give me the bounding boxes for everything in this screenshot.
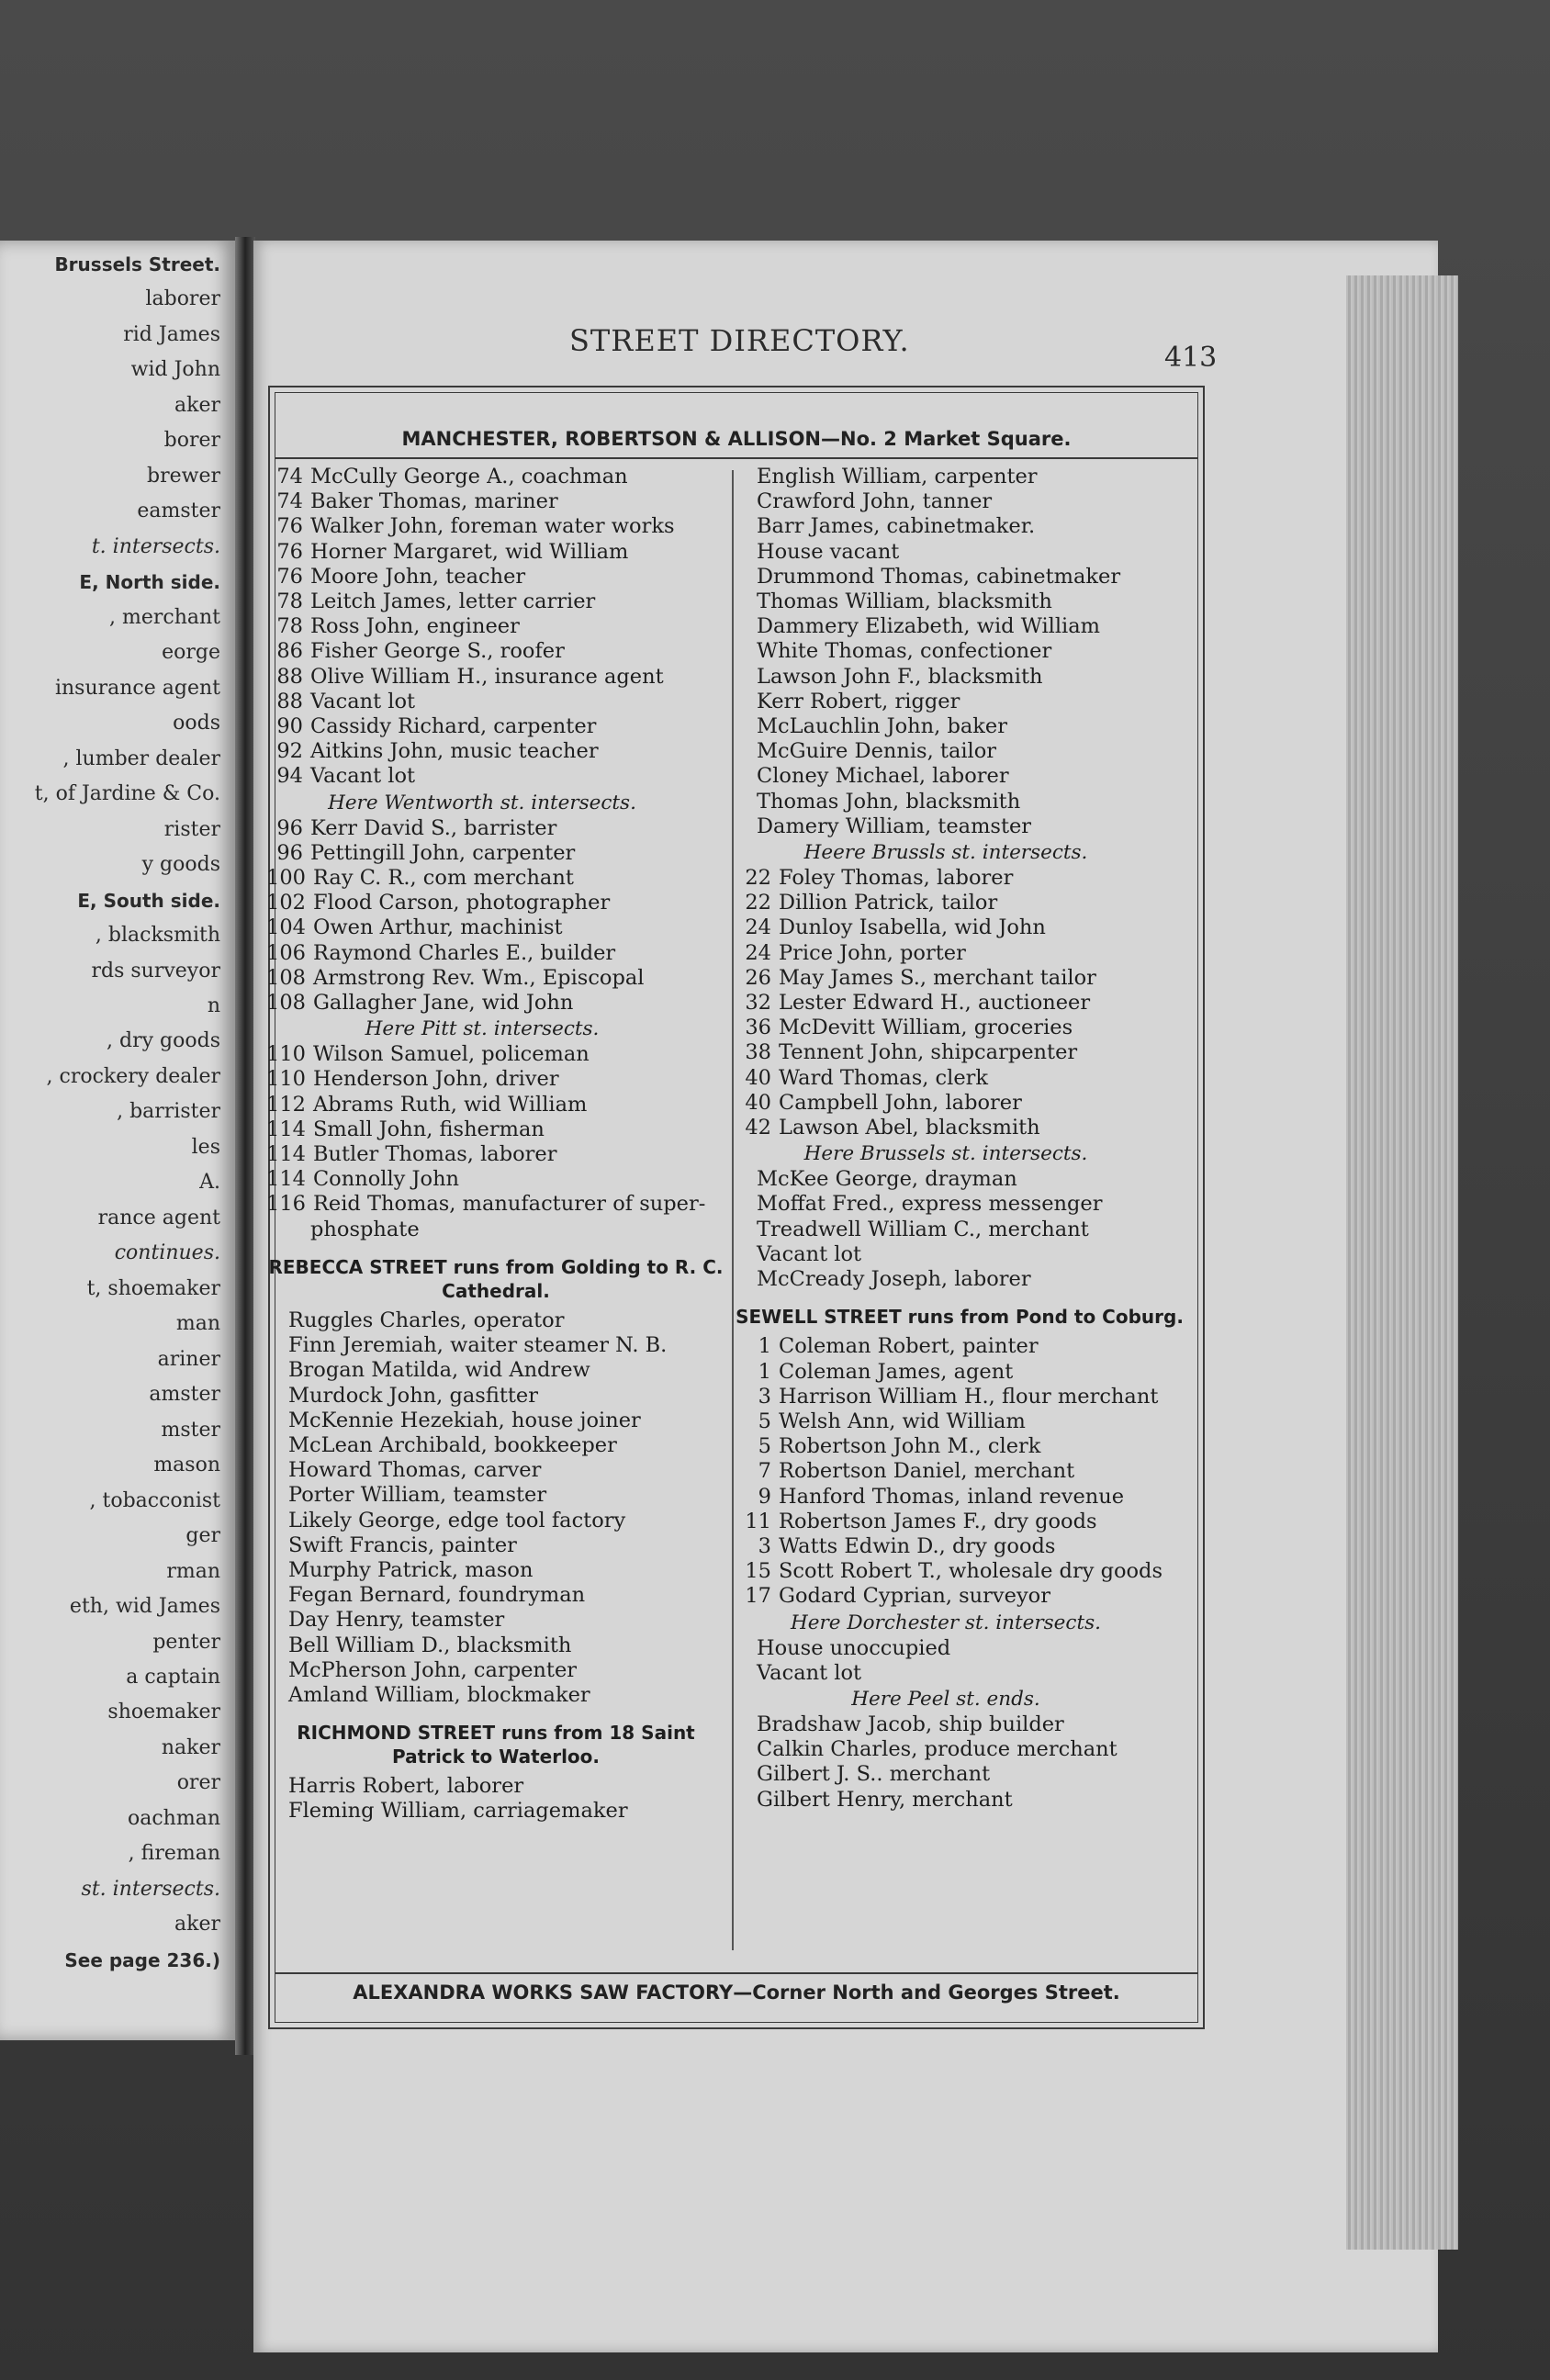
directory-entry: [266, 514, 725, 539]
resident-name-occupation: Godard Cyprian, surveyor: [779, 1584, 1050, 1609]
directory-entry: Murphy Patrick, mason: [288, 1557, 534, 1582]
directory-entry: Dammery Elizabeth, wid William: [757, 614, 1100, 639]
house-number: 114: [266, 1142, 306, 1167]
previous-page-text-fragment: amster: [149, 1383, 220, 1407]
resident-name-occupation: Abrams Ruth, wid William: [312, 1092, 588, 1117]
previous-page-text-fragment: borer: [163, 429, 220, 453]
intersection-note: Here Dorchester st. intersects.: [791, 1611, 1101, 1634]
resident-name-occupation: Scott Robert T., wholesale dry goods: [779, 1559, 1163, 1584]
previous-page-text-fragment: shoemaker: [107, 1701, 220, 1724]
previous-page-text-fragment: t, shoemaker: [86, 1276, 220, 1300]
resident-name-occupation: Gallagher Jane, wid John: [312, 991, 574, 1016]
directory-entry: Amland William, blockmaker: [288, 1682, 590, 1707]
previous-page-text-fragment: st. intersects.: [81, 1877, 220, 1901]
directory-entry: [266, 1142, 725, 1167]
previous-page-text-fragment: , dry goods: [107, 1029, 220, 1053]
house-number: 100: [266, 866, 306, 891]
directory-entry: [735, 1459, 1185, 1484]
house-number: 76: [276, 564, 303, 589]
resident-name-occupation: Ray C. R., com merchant: [312, 866, 574, 891]
resident-name-occupation: Price John, porter: [779, 940, 966, 965]
house-number: 17: [745, 1584, 771, 1609]
previous-page-text-fragment: See page 236.): [64, 1948, 220, 1971]
directory-entry: [266, 966, 725, 991]
house-number: 76: [276, 514, 303, 539]
previous-page-text-fragment: wid John: [130, 358, 220, 382]
directory-entry: [266, 639, 725, 664]
resident-name-occupation: Dillion Patrick, tailor: [779, 891, 998, 915]
house-number: 22: [745, 891, 771, 915]
directory-entry: Thomas John, blacksmith: [757, 789, 1021, 814]
directory-entry: McGuire Dennis, tailor: [757, 739, 997, 764]
directory-entry: [735, 1409, 1185, 1434]
directory-entry: Harris Robert, laborer: [288, 1774, 524, 1799]
house-number: 26: [745, 965, 771, 990]
directory-entry: [266, 991, 725, 1016]
resident-name-occupation: McCully George A., coachman: [310, 465, 628, 488]
previous-page-text-fragment: , lumber dealer: [62, 747, 220, 770]
directory-entry: [266, 764, 725, 789]
house-number: 86: [276, 639, 303, 664]
directory-entry: McKennie Hezekiah, house joiner: [288, 1408, 641, 1432]
resident-name-occupation: Reid Thomas, manufacturer of super-: [312, 1192, 706, 1217]
directory-entry: Treadwell William C., merchant: [757, 1217, 1089, 1241]
directory-entry: [735, 1040, 1185, 1065]
directory-entry: White Thomas, confectioner: [757, 639, 1052, 664]
directory-entry: Thomas William, blacksmith: [757, 589, 1052, 614]
directory-entry: [266, 1067, 725, 1092]
resident-name-occupation: Henderson John, driver: [312, 1067, 559, 1092]
directory-entry: [735, 966, 1185, 991]
house-number: 42: [745, 1116, 771, 1140]
previous-page-text-fragment: rds surveyor: [91, 959, 220, 982]
resident-name-occupation: Watts Edwin D., dry goods: [779, 1533, 1056, 1558]
house-number: 3: [758, 1384, 771, 1409]
house-number: 3: [758, 1533, 771, 1558]
directory-entry: [735, 991, 1185, 1016]
previous-page-text-fragment: mster: [161, 1418, 220, 1442]
ad-bottom-rule: [275, 1972, 1197, 1974]
previous-page-text-fragment: man: [175, 1312, 220, 1336]
directory-entry: [266, 1117, 725, 1142]
house-number: 78: [276, 614, 303, 639]
previous-page-text-fragment: rid James: [123, 322, 220, 346]
directory-entry: McLauchlin John, baker: [757, 714, 1007, 739]
house-number: 114: [266, 1117, 306, 1141]
house-number: 94: [276, 764, 303, 789]
directory-entry: Bradshaw Jacob, ship builder: [757, 1712, 1064, 1736]
directory-entry: [266, 941, 725, 966]
directory-entry: [735, 1559, 1185, 1584]
directory-entry: [266, 465, 725, 489]
directory-entry: [266, 540, 725, 565]
intersection-note: Heere Brussls st. intersects.: [803, 841, 1088, 865]
resident-name-occupation: Harrison William H., flour merchant: [779, 1384, 1159, 1409]
previous-page-text-fragment: aker: [174, 393, 220, 417]
previous-page-text-fragment: Brussels Street.: [54, 253, 220, 275]
resident-name-occupation: Robertson Daniel, merchant: [779, 1459, 1075, 1484]
house-number: 36: [745, 1016, 771, 1040]
directory-entry: [735, 891, 1185, 915]
directory-entry: Likely George, edge tool factory: [288, 1508, 626, 1532]
house-number: 104: [266, 915, 306, 940]
directory-entry: McPherson John, carpenter: [288, 1657, 578, 1682]
resident-name-occupation: Small John, fisherman: [312, 1117, 545, 1141]
house-number: 32: [745, 991, 771, 1016]
house-number: 110: [266, 1042, 306, 1067]
directory-entry: [735, 1584, 1185, 1609]
house-number: 9: [758, 1484, 771, 1509]
intersection-note: Here Wentworth st. intersects.: [328, 791, 636, 814]
house-number: 76: [276, 539, 303, 564]
directory-entry: Swift Francis, painter: [288, 1532, 517, 1557]
previous-page-text-fragment: les: [191, 1135, 220, 1159]
resident-name-occupation: Walker John, foreman water works: [310, 514, 675, 539]
directory-entry: House unoccupied: [757, 1635, 951, 1660]
previous-page-text-fragment: ger: [185, 1524, 220, 1548]
directory-entry: Gilbert J. S.. merchant: [757, 1762, 991, 1787]
resident-name-occupation: Olive William H., insurance agent: [310, 664, 664, 689]
previous-page-text-fragment: y goods: [141, 853, 220, 877]
house-number: 88: [276, 689, 303, 713]
street-heading: SEWELL STREET runs from Pond to Coburg.: [736, 1306, 1184, 1329]
directory-entry: [266, 1093, 725, 1117]
directory-entry: [735, 866, 1185, 891]
advertisement-bottom: ALEXANDRA WORKS SAW FACTORY—Corner North and Georges Street.: [353, 1981, 1120, 2004]
resident-name-occupation: Wilson Samuel, policeman: [312, 1042, 590, 1067]
directory-entry: Calkin Charles, produce merchant: [757, 1737, 1118, 1762]
resident-name-occupation: Owen Arthur, machinist: [312, 915, 563, 940]
previous-page-text-fragment: orer: [176, 1771, 220, 1795]
directory-entry: Kerr Robert, rigger: [757, 689, 960, 713]
resident-name-occupation: Horner Margaret, wid William: [310, 539, 629, 564]
house-number: 7: [758, 1459, 771, 1484]
directory-entry: Brogan Matilda, wid Andrew: [288, 1358, 590, 1383]
previous-page-text-fragment: ariner: [157, 1347, 220, 1371]
directory-entry: Gilbert Henry, merchant: [757, 1787, 1013, 1812]
house-number: 102: [266, 891, 306, 915]
house-number: 110: [266, 1067, 306, 1092]
directory-entry: [266, 565, 725, 589]
directory-entry: [266, 489, 725, 514]
directory-entry: Porter William, teamster: [288, 1483, 547, 1508]
resident-name-occupation: Robertson John M., clerk: [779, 1434, 1041, 1459]
previous-page-text-fragment: rman: [166, 1559, 220, 1583]
directory-entry: [266, 915, 725, 940]
intersection-note: Here Peel st. ends.: [851, 1687, 1040, 1711]
resident-name-occupation: Lawson Abel, blacksmith: [779, 1116, 1040, 1140]
previous-page-text-fragment: mason: [153, 1454, 220, 1477]
previous-page-text-fragment: naker: [161, 1735, 220, 1759]
directory-entry: Fegan Bernard, foundryman: [288, 1583, 586, 1608]
previous-page-text-fragment: A.: [199, 1171, 220, 1195]
running-head: STREET DIRECTORY.: [569, 323, 910, 358]
previous-page-text-fragment: oachman: [128, 1806, 220, 1830]
page-number: 413: [1164, 342, 1218, 374]
resident-name-occupation: Kerr David S., barrister: [310, 815, 557, 840]
resident-name-occupation: Campbell John, laborer: [779, 1090, 1022, 1115]
directory-entry: [735, 1534, 1185, 1559]
directory-entry: Cloney Michael, laborer: [757, 764, 1009, 789]
directory-entry: English William, carpenter: [757, 465, 1038, 488]
directory-entry: Finn Jeremiah, waiter steamer N. B.: [288, 1333, 668, 1358]
previous-page-text-fragment: insurance agent: [54, 676, 220, 700]
resident-name-occupation: Coleman Robert, painter: [779, 1334, 1039, 1359]
resident-name-occupation: Leitch James, letter carrier: [310, 589, 596, 614]
previous-page-text-fragment: , fireman: [128, 1842, 220, 1866]
resident-name-occupation: Ward Thomas, clerk: [779, 1065, 989, 1090]
house-number: 22: [745, 866, 771, 891]
previous-page-text-fragment: eth, wid James: [69, 1595, 220, 1619]
directory-entry: [266, 841, 725, 866]
resident-name-occupation: Fisher George S., roofer: [310, 639, 565, 664]
previous-page-text-fragment: , tobacconist: [89, 1488, 220, 1512]
directory-entry: McCready Joseph, laborer: [757, 1267, 1031, 1292]
directory-entry: Bell William D., blacksmith: [288, 1633, 572, 1657]
directory-entry: [266, 739, 725, 764]
resident-name-occupation: Ross John, engineer: [310, 614, 520, 639]
directory-entry: Damery William, teamster: [757, 814, 1032, 838]
previous-page-text-fragment: continues.: [114, 1241, 220, 1265]
ad-top-rule: [275, 457, 1197, 459]
house-number: 116: [266, 1192, 306, 1217]
house-number: 5: [758, 1409, 771, 1433]
house-number: 74: [276, 489, 303, 514]
book-gutter: [235, 237, 255, 2055]
directory-entry: [266, 614, 725, 639]
house-number: 112: [266, 1092, 306, 1117]
house-number: 15: [745, 1559, 771, 1584]
street-heading: RICHMOND STREET runs from 18 Saint Patrick to Waterloo.: [297, 1722, 695, 1768]
house-number: 96: [276, 840, 303, 865]
resident-name-occupation: Hanford Thomas, inland revenue: [779, 1484, 1125, 1509]
previous-page-text-fragment: E, North side.: [79, 571, 220, 594]
house-number: 38: [745, 1040, 771, 1065]
directory-entry: Lawson John F., blacksmith: [757, 664, 1043, 689]
resident-name-occupation: Cassidy Richard, carpenter: [310, 714, 597, 739]
directory-entry: [735, 1434, 1185, 1459]
house-number: 1: [758, 1359, 771, 1384]
previous-page-text-fragment: , blacksmith: [95, 924, 220, 948]
house-number: 90: [276, 714, 303, 739]
street-heading: REBECCA STREET runs from Golding to R. C. Cathedral.: [268, 1255, 724, 1302]
directory-entry: [266, 690, 725, 714]
directory-entry: Drummond Thomas, cabinetmaker: [757, 564, 1121, 589]
house-number: 114: [266, 1167, 306, 1192]
directory-entry: Vacant lot: [757, 1660, 862, 1685]
directory-entry: Moffat Fred., express messenger: [757, 1192, 1103, 1217]
directory-entry: Ruggles Charles, operator: [288, 1308, 565, 1332]
house-number: 5: [758, 1434, 771, 1459]
house-number: 74: [276, 465, 303, 488]
directory-entry: [266, 891, 725, 915]
resident-name-occupation: Lester Edward H., auctioneer: [779, 991, 1091, 1016]
house-number: 92: [276, 739, 303, 764]
resident-name-occupation: Flood Carson, photographer: [312, 891, 611, 915]
house-number: 11: [745, 1509, 771, 1533]
house-number: 108: [266, 965, 306, 990]
previous-page-text-fragment: rance agent: [97, 1206, 220, 1229]
previous-page-text-fragment: , barrister: [117, 1100, 220, 1124]
previous-page-edge: [0, 241, 235, 2040]
directory-entry: [735, 1091, 1185, 1116]
resident-name-occupation: Dunloy Isabella, wid John: [779, 915, 1046, 940]
directory-entry: [266, 665, 725, 690]
previous-page-text-fragment: laborer: [145, 287, 220, 311]
previous-page-text-fragment: t. intersects.: [91, 534, 220, 558]
house-number: 88: [276, 664, 303, 689]
directory-entry: [266, 1167, 725, 1192]
resident-name-occupation: Connolly John: [312, 1167, 460, 1192]
column-divider: [732, 470, 734, 1950]
resident-name-occupation: Raymond Charles E., builder: [312, 940, 616, 965]
house-number: 108: [266, 991, 306, 1016]
directory-entry: [266, 1042, 725, 1067]
directory-entry: Fleming William, carriagemaker: [288, 1799, 628, 1824]
resident-name-occupation: Welsh Ann, wid William: [779, 1409, 1026, 1433]
previous-page-text-fragment: t, of Jardine & Co.: [34, 782, 220, 806]
resident-name-occupation: McDevitt William, groceries: [779, 1016, 1073, 1040]
previous-page-text-fragment: eamster: [137, 500, 220, 523]
house-number: 40: [745, 1090, 771, 1115]
right-column: [735, 465, 1185, 1813]
house-number: 96: [276, 815, 303, 840]
resident-name-occupation: Baker Thomas, mariner: [310, 489, 558, 514]
directory-entry: [735, 941, 1185, 966]
directory-entry: [266, 866, 725, 891]
house-number: 1: [758, 1334, 771, 1359]
directory-entry: [735, 1385, 1185, 1409]
directory-entry: Murdock John, gasfitter: [288, 1383, 538, 1408]
intersection-note: Here Brussels st. intersects.: [803, 1142, 1088, 1166]
house-number: 106: [266, 940, 306, 965]
previous-page-text-fragment: brewer: [147, 464, 220, 488]
resident-name-occupation: Aitkins John, music teacher: [310, 739, 599, 764]
resident-name-occupation: Vacant lot: [310, 764, 416, 789]
resident-name-occupation: Armstrong Rev. Wm., Episcopal: [312, 965, 645, 990]
previous-page-text-fragment: oods: [173, 712, 220, 735]
resident-name-occupation: Butler Thomas, laborer: [312, 1142, 557, 1167]
directory-entry: McKee George, drayman: [757, 1167, 1017, 1192]
directory-entry: Howard Thomas, carver: [288, 1458, 542, 1483]
resident-name-occupation: Robertson James F., dry goods: [779, 1509, 1097, 1533]
previous-page-text-fragment: eorge: [162, 641, 220, 665]
house-number: 40: [745, 1065, 771, 1090]
directory-entry: Crawford John, tanner: [757, 489, 993, 514]
previous-page-text-fragment: aker: [174, 1913, 220, 1937]
advertisement-top: MANCHESTER, ROBERTSON & ALLISON—No. 2 Market Square.: [401, 428, 1072, 450]
directory-entry: [735, 1510, 1185, 1534]
entry-continuation: phosphate: [310, 1217, 420, 1241]
page-stack-edge: [1346, 275, 1458, 2250]
resident-name-occupation: Moore John, teacher: [310, 564, 526, 589]
resident-name-occupation: Pettingill John, carpenter: [310, 840, 576, 865]
directory-entry: House vacant: [757, 539, 900, 564]
previous-page-text-fragment: E, South side.: [77, 889, 220, 912]
previous-page-text-fragment: n: [207, 994, 220, 1017]
house-number: 78: [276, 589, 303, 614]
directory-entry: [266, 589, 725, 614]
directory-entry: [735, 1334, 1185, 1359]
directory-entry: [266, 714, 725, 739]
intersection-note: Here Pitt st. intersects.: [365, 1017, 600, 1041]
resident-name-occupation: Coleman James, agent: [779, 1359, 1014, 1384]
directory-entry: [735, 1066, 1185, 1091]
directory-entry: [735, 1116, 1185, 1140]
directory-entry: [735, 1360, 1185, 1385]
directory-entry: [735, 915, 1185, 940]
resident-name-occupation: Foley Thomas, laborer: [779, 866, 1014, 891]
left-column: [266, 465, 725, 1824]
directory-entry: McLean Archibald, bookkeeper: [288, 1432, 617, 1457]
resident-name-occupation: May James S., merchant tailor: [779, 965, 1096, 990]
directory-entry: [735, 1016, 1185, 1040]
directory-entry: [266, 816, 725, 841]
previous-page-text-fragment: penter: [152, 1630, 220, 1654]
house-number: 24: [745, 940, 771, 965]
previous-page-text-fragment: , merchant: [109, 605, 220, 629]
resident-name-occupation: Vacant lot: [310, 689, 416, 713]
previous-page-text-fragment: a captain: [126, 1666, 220, 1689]
directory-entry: Vacant lot: [757, 1241, 862, 1266]
house-number: 24: [745, 915, 771, 940]
previous-page-text-fragment: rister: [163, 817, 220, 841]
directory-entry: [735, 1485, 1185, 1510]
directory-entry: Barr James, cabinetmaker.: [757, 514, 1036, 539]
previous-page-text-fragment: , crockery dealer: [46, 1064, 220, 1088]
directory-entry: Day Henry, teamster: [288, 1608, 505, 1633]
directory-entry: [266, 1192, 725, 1217]
resident-name-occupation: Tennent John, shipcarpenter: [779, 1040, 1078, 1065]
